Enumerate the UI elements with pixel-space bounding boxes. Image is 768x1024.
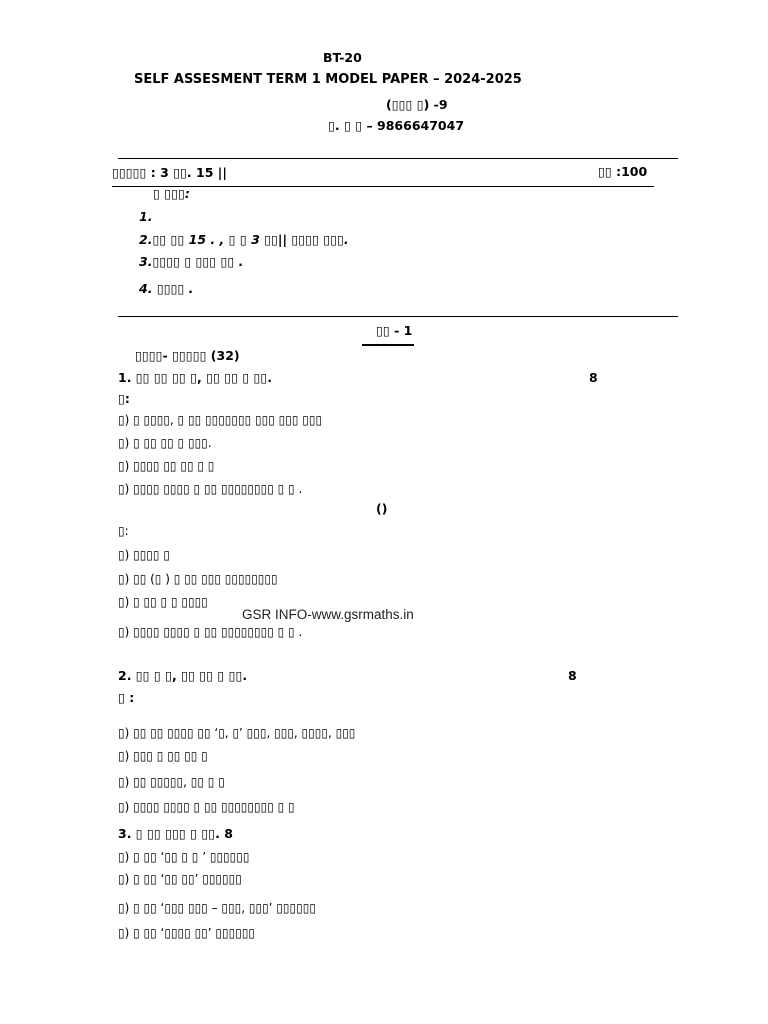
question-1-option: ▯) ▯▯▯▯ ▯▯ ▯▯ ▯ ▯ [118, 459, 215, 473]
question-2-option: ▯) ▯▯ ▯▯ ▯▯▯▯ ▯▯ ‘▯, ▯’ ▯▯▯, ▯▯▯, ▯▯▯▯, ▯▯▯ [118, 726, 356, 740]
question-1-option: ▯) ▯ ▯▯ ▯ ▯ ▯▯▯▯ [118, 595, 208, 609]
paper-title: SELF ASSESMENT TERM 1 MODEL PAPER – 2024-2025 [134, 72, 522, 87]
instruction-2: 2.▯▯ ▯▯ 15 . , ▯ ▯ 3 ▯▯|| ▯▯▯▯ ▯▯▯. [139, 232, 349, 247]
marks-label: ▯▯ :100 [598, 164, 648, 179]
class-line: (▯▯▯ ▯) -9 [386, 97, 448, 112]
section-subtitle: ▯▯▯▯- ▯▯▯▯▯ (32) [135, 348, 240, 363]
instruction-1: 1. [139, 209, 153, 224]
phone-line: ▯. ▯ ▯ – 9866647047 [328, 118, 465, 133]
divider [112, 186, 654, 187]
question-1-option: ▯) ▯▯▯▯ ▯ [118, 548, 170, 562]
divider [118, 158, 678, 159]
question-1-option: ▯) ▯▯▯▯ ▯▯▯▯ ▯ ▯▯ ▯▯▯▯▯▯▯▯ ▯ ▯ . [118, 482, 303, 496]
question-2-marks: 8 [568, 668, 577, 683]
paper-code: BT-20 [323, 50, 362, 65]
question-1-option: ▯) ▯▯▯▯ ▯▯▯▯ ▯ ▯▯ ▯▯▯▯▯▯▯▯ ▯ ▯ . [118, 625, 303, 639]
question-3-option: ▯) ▯ ▯▯ ‘▯▯▯ ▯▯▯ – ▯▯▯, ▯▯▯’ ▯▯▯▯▯▯ [118, 901, 316, 915]
instruction-4: 4. ▯▯▯▯ . [139, 281, 194, 296]
question-2-title: 2. ▯▯ ▯ ▯, ▯▯ ▯▯ ▯ ▯▯. [118, 668, 248, 683]
instruction-3: 3.▯▯▯▯ ▯ ▯▯▯ ▯▯ . [139, 254, 244, 269]
section-underline [362, 344, 414, 346]
question-1-option: ▯) ▯ ▯▯▯▯, ▯ ▯▯ ▯▯▯▯▯▯▯ ▯▯▯ ▯▯▯ ▯▯▯ [118, 413, 323, 427]
watermark: GSR INFO-www.gsrmaths.in [242, 607, 414, 622]
question-3-title: 3. ▯ ▯▯ ▯▯▯ ▯ ▯▯. 8 [118, 826, 233, 841]
section-title: ▯▯ - 1 [376, 323, 413, 338]
question-1-label: ▯: [118, 391, 130, 406]
question-1-option: ▯) ▯▯ (▯ ) ▯ ▯▯ ▯▯▯ ▯▯▯▯▯▯▯▯ [118, 572, 278, 586]
question-2-option: ▯) ▯▯▯ ▯ ▯▯ ▯▯ ▯ [118, 749, 208, 763]
time-label: ▯▯▯▯▯ : 3 ▯▯. 15 || [112, 165, 227, 180]
question-1-label-2: ▯: [118, 524, 129, 538]
question-3-option: ▯) ▯ ▯▯ ‘▯▯ ▯ ▯ ’ ▯▯▯▯▯▯ [118, 850, 250, 864]
instructions-heading: ▯ ▯▯▯: [153, 186, 190, 201]
question-1-marks: 8 [589, 370, 598, 385]
question-2-label: ▯ : [118, 690, 135, 705]
question-1-or: () [376, 501, 388, 516]
question-1-option: ▯) ▯ ▯▯ ▯▯ ▯ ▯▯▯. [118, 436, 212, 450]
question-3-option: ▯) ▯ ▯▯ ‘▯▯ ▯▯’ ▯▯▯▯▯▯ [118, 872, 242, 886]
question-2-option: ▯) ▯▯ ▯▯▯▯▯, ▯▯ ▯ ▯ [118, 775, 225, 789]
divider [118, 316, 678, 317]
question-3-option: ▯) ▯ ▯▯ ‘▯▯▯▯ ▯▯’ ▯▯▯▯▯▯ [118, 926, 256, 940]
question-2-option: ▯) ▯▯▯▯ ▯▯▯▯ ▯ ▯▯ ▯▯▯▯▯▯▯▯ ▯ ▯ [118, 800, 295, 814]
question-1-title: 1. ▯▯ ▯▯ ▯▯ ▯, ▯▯ ▯▯ ▯ ▯▯. [118, 370, 273, 385]
